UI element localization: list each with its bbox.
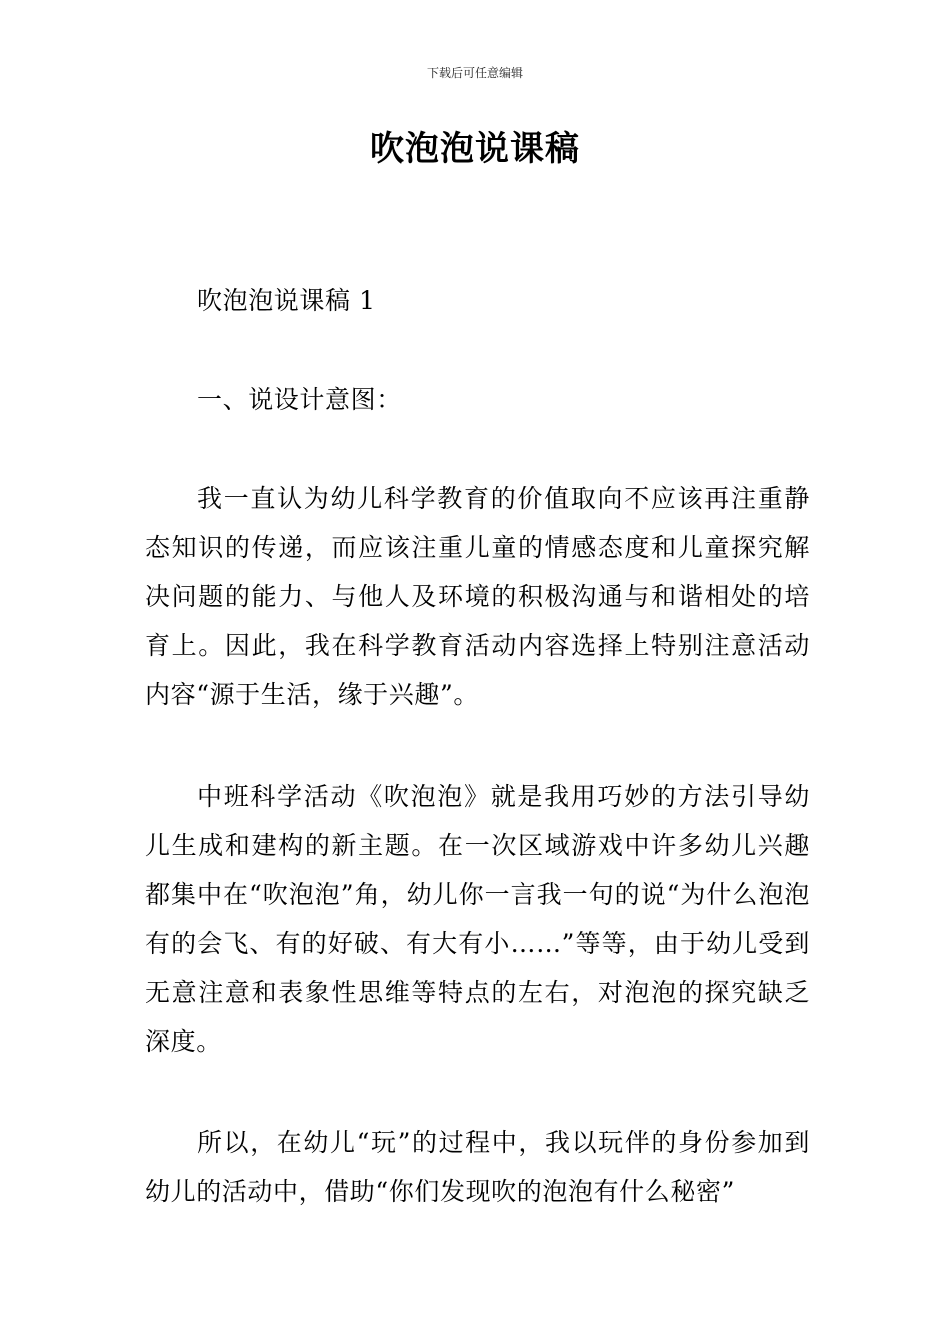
heading-design-intent-text: 一、说设计意图： [197, 385, 402, 414]
heading-design-intent [145, 375, 810, 424]
section-title-text: 吹泡泡说课稿 1 [197, 286, 376, 315]
paragraph-1-text: 我一直认为幼儿科学教育的价值取向不应该再注重静态知识的传递，而应该注重儿童的情感态度和儿童探究解决问题的能力、与他人及环境的积极沟通与和谐相处的培育上。因此，我在科学教育活动内容选择上特别注意活动内容“源于生活，缘于兴趣”。 [145, 484, 810, 709]
paragraph-3 [145, 1118, 810, 1216]
document-title: 吹泡泡说课稿 [370, 129, 580, 169]
section-title [145, 276, 810, 325]
paragraph-3-text: 所以，在幼儿“玩”的过程中，我以玩伴的身份参加到幼儿的活动中，借助“你们发现吹的泡泡有什么秘密” [145, 1128, 810, 1206]
header-note: 下载后可任意编辑 [426, 66, 523, 80]
paragraph-2-text: 中班科学活动《吹泡泡》就是我用巧妙的方法引导幼儿生成和建构的新主题。在一次区域游戏中许多幼儿兴趣都集中在“吹泡泡”角，幼儿你一言我一句的说“为什么泡泡有的会飞、有的好破、有大有小……”等等，由于幼儿受到无意注意和表象性思维等特点的左右，对泡泡的探究缺乏深度。 [145, 782, 810, 1056]
paragraph-2 [145, 772, 810, 1066]
paragraph-1 [145, 474, 810, 719]
